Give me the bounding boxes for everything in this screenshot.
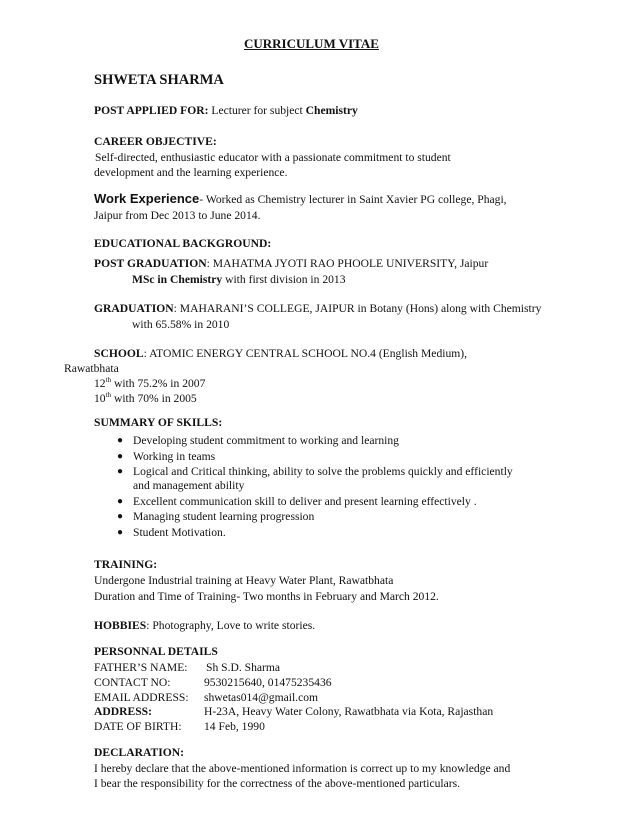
dob-label bbox=[94, 720, 182, 734]
father-label: FATHER’S NAME: bbox=[94, 661, 188, 674]
training-line-2: Duration and Time of Training- Two months in February and March 2012. bbox=[94, 590, 439, 603]
page-title: CURRICULUM VITAE bbox=[244, 36, 379, 51]
email-value: shwetas014@gmail.com bbox=[204, 691, 319, 704]
class-10 bbox=[94, 392, 197, 406]
pg-degree-line bbox=[132, 273, 346, 287]
dob-label-text: DATE OF BIRTH: bbox=[94, 720, 182, 733]
contact-label: CONTACT NO: bbox=[94, 676, 171, 689]
skill-item: Managing student learning progression bbox=[133, 510, 315, 523]
training-line-1: Undergone Industrial training at Heavy Water Plant, Rawatbhata bbox=[94, 574, 394, 587]
hobbies-text: : Photography, Love to write stories. bbox=[146, 619, 316, 632]
dob-value: 14 Feb, 1990 bbox=[204, 720, 265, 733]
hobbies-label: HOBBIES bbox=[94, 619, 147, 632]
work-label: Work Experience bbox=[94, 191, 200, 206]
skill-item: Student Motivation. bbox=[133, 526, 226, 539]
class-12-text: with 75.2% in 2007 bbox=[111, 377, 206, 390]
skill-item: Excellent communication skill to deliver and present learning effectively . bbox=[133, 495, 477, 508]
class-10-text: with 70% in 2005 bbox=[111, 392, 197, 405]
personal-heading: PERSONNAL DETAILS bbox=[94, 645, 218, 658]
career-line-2: development and the learning experience. bbox=[94, 166, 288, 179]
pg-line bbox=[94, 257, 488, 271]
hobbies-line bbox=[94, 619, 315, 633]
skills-heading: SUMMARY OF SKILLS: bbox=[94, 416, 223, 429]
education-heading: EDUCATIONAL BACKGROUND: bbox=[94, 237, 272, 250]
skill-item-cont: and management ability bbox=[133, 479, 245, 492]
career-line-1: Self-directed, enthusiastic educator with a passionate commitment to student bbox=[95, 151, 451, 164]
declaration-line-1: I hereby declare that the above-mentioned information is correct up to my knowledge and bbox=[94, 762, 511, 775]
grad-label: GRADUATION bbox=[94, 302, 174, 315]
school-text: : ATOMIC ENERGY CENTRAL SCHOOL NO.4 (English Medium), bbox=[143, 347, 468, 360]
post-subject: Chemistry bbox=[305, 104, 358, 117]
bullet-icon: ● bbox=[117, 451, 124, 462]
class-10-num: 10 bbox=[94, 392, 106, 405]
bullet-icon: ● bbox=[117, 435, 124, 446]
address-value: H-23A, Heavy Water Colony, Rawatbhata via Kota, Rajasthan bbox=[204, 705, 494, 718]
class-12-num: 12 bbox=[94, 377, 106, 390]
grad-text: : MAHARANI’S COLLEGE, JAIPUR in Botany (Hons) along with Chemistry bbox=[173, 302, 542, 315]
father-value: Sh S.D. Sharma bbox=[206, 661, 281, 674]
skill-item: Developing student commitment to working and learning bbox=[133, 434, 399, 447]
address-label: ADDRESS: bbox=[94, 705, 152, 718]
work-line-1 bbox=[94, 192, 507, 207]
work-line-2: Jaipur from Dec 2013 to June 2014. bbox=[94, 209, 261, 222]
school-city: Rawatbhata bbox=[64, 362, 119, 375]
grad-line bbox=[94, 302, 541, 316]
pg-degree: MSc in Chemistry bbox=[132, 273, 223, 286]
post-applied bbox=[94, 104, 358, 118]
grad-line-2: with 65.58% in 2010 bbox=[132, 318, 230, 331]
class-12-sup: th bbox=[105, 376, 112, 385]
skill-item: Logical and Critical thinking, ability to solve the problems quickly and efficiently bbox=[133, 465, 513, 478]
declaration-heading: DECLARATION: bbox=[94, 746, 184, 759]
career-heading: CAREER OBJECTIVE: bbox=[94, 135, 217, 148]
training-heading: TRAINING: bbox=[94, 558, 158, 571]
contact-value: 9530215640, 01475235436 bbox=[204, 676, 332, 689]
skill-item: Working in teams bbox=[133, 450, 216, 463]
bullet-icon: ● bbox=[117, 496, 124, 507]
email-label: EMAIL ADDRESS: bbox=[94, 691, 189, 704]
pg-text: : MAHATMA JYOTI RAO PHOOLE UNIVERSITY, Jaipur bbox=[206, 257, 489, 270]
class-10-sup: th bbox=[105, 391, 112, 400]
post-label: POST APPLIED FOR: bbox=[94, 104, 209, 117]
candidate-name: SHWETA SHARMA bbox=[94, 72, 224, 88]
post-text: Lecturer for subject bbox=[211, 104, 306, 117]
work-text: - Worked as Chemistry lecturer in Saint Xavier PG college, Phagi, bbox=[199, 193, 507, 206]
school-line bbox=[94, 347, 467, 361]
pg-label: POST GRADUATION bbox=[94, 257, 207, 270]
bullet-icon: ● bbox=[117, 511, 124, 522]
bullet-icon: ● bbox=[117, 527, 124, 538]
pg-degree-rest: with first division in 2013 bbox=[222, 273, 346, 286]
declaration-line-2: I bear the responsibility for the correctness of the above-mentioned particulars. bbox=[94, 777, 461, 790]
bullet-icon: ● bbox=[117, 466, 124, 477]
class-12 bbox=[94, 377, 205, 391]
school-label: SCHOOL bbox=[94, 347, 144, 360]
